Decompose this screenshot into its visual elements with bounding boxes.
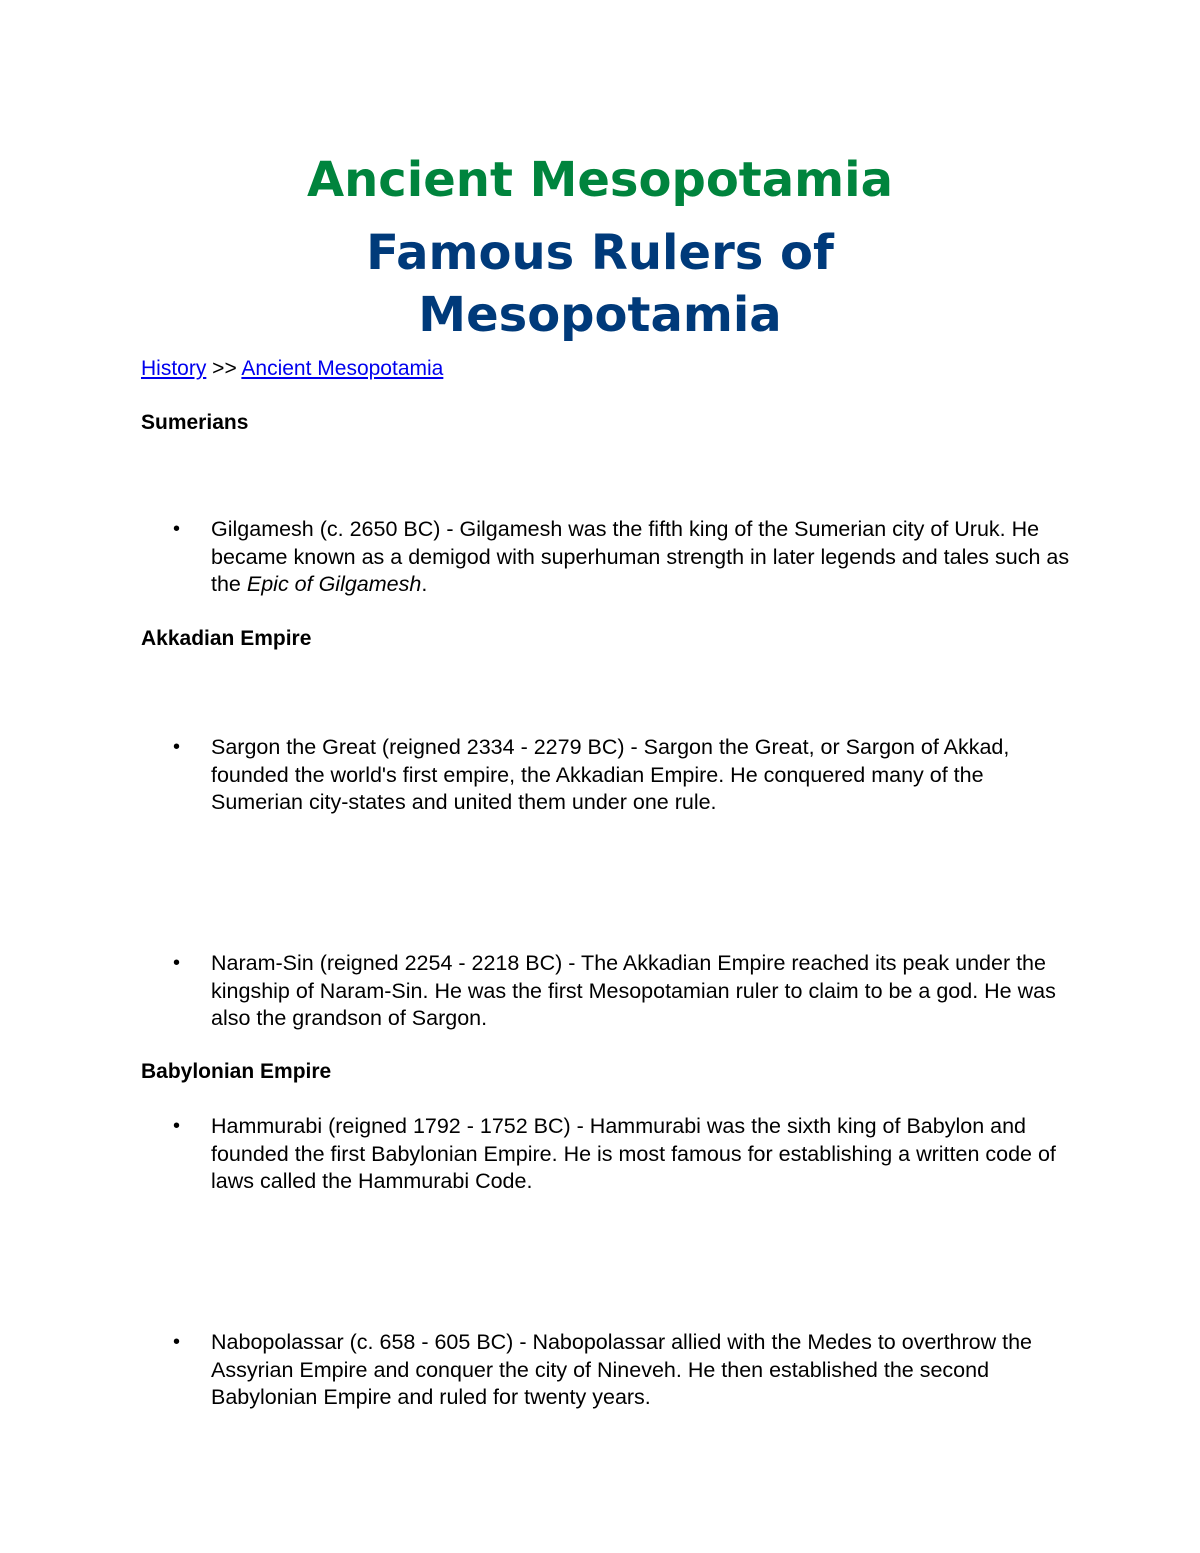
breadcrumb [141,355,443,383]
list-item-text-italic: Epic of Gilgamesh [246,572,422,596]
list-item [141,950,1071,1033]
section-heading-babylonian-empire: Babylonian Empire [141,1060,332,1083]
list-item-text [211,516,1071,599]
page-subtitle: Famous Rulers of Mesopotamia [366,225,834,343]
list-item [141,734,1071,817]
list-item-text: Sargon the Great (reigned 2334 - 2279 BC) - Sargon the Great, or Sargon of Akkad, founded the world's first empire, the Akkadian Empire. He conquered many of the Sumerian city-states and united them under one rule. [211,735,1010,814]
breadcrumb-link-ancient-mesopotamia[interactable]: Ancient Mesopotamia [241,357,444,380]
list-item-text: Naram-Sin (reigned 2254 - 2218 BC) - The Akkadian Empire reached its peak under the kingship of Naram-Sin. He was the first Mesopotamian ruler to claim to be a god. He was also the grandson of Sargon. [211,951,1056,1030]
page-title: Ancient Mesopotamia [306,152,893,208]
breadcrumb-link-history[interactable]: History [141,357,207,380]
bullet-icon: • [173,518,181,540]
bullet-icon: • [173,952,181,974]
list-item-text-main: Gilgamesh (c. 2650 BC) - Gilgamesh was the fifth king of the Sumerian city of Uruk. He became known as a demigod with superhuman strength in later legends and tales such as the [211,517,1070,596]
section-heading-akkadian-empire: Akkadian Empire [141,627,312,650]
section-heading-sumerians: Sumerians [141,411,249,434]
bullet-icon: • [173,1331,181,1353]
list-item [141,1329,1071,1412]
bullet-icon: • [173,736,181,758]
list-item [141,1113,1071,1196]
list-item-text-end: . [421,572,428,596]
breadcrumb-separator: >> [206,357,242,380]
list-item-text: Hammurabi (reigned 1792 - 1752 BC) - Hammurabi was the sixth king of Babylon and founded the first Babylonian Empire. He is most famous for establishing a written code of laws called the Hammurabi Code. [211,1114,1056,1193]
list-item [141,516,1071,599]
list-item-text: Nabopolassar (c. 658 - 605 BC) - Nabopolassar allied with the Medes to overthrow the Assyrian Empire and conquer the city of Nineveh. He then established the second Babylonian Empire and ruled for twenty years. [211,1330,1032,1409]
bullet-icon: • [173,1115,181,1137]
